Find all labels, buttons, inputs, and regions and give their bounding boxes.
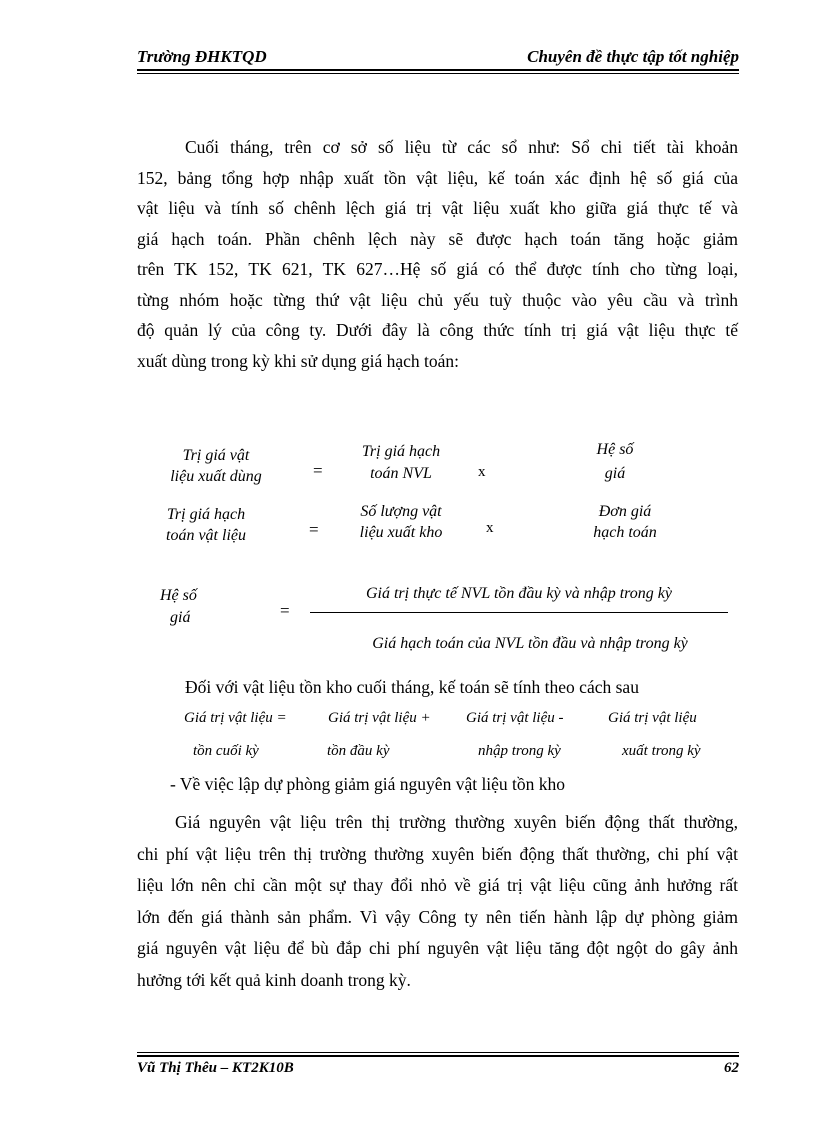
formula-row2-term: xuất trong kỳ (622, 743, 701, 759)
formula-term-line: hạch toán (593, 524, 657, 541)
footer-rule-thin (137, 1052, 739, 1053)
paragraph-line: xuất dùng trong kỳ khi sử dụng giá hạch toán: (137, 350, 460, 371)
formula-term-line: Số lượng vật (360, 503, 442, 520)
equals-sign: = (313, 461, 323, 480)
formula-term-line: Hệ số (596, 441, 634, 458)
formula-lhs-line: toán vật liệu (166, 527, 246, 544)
paragraph-line: lớn đến giá thành sản phẩm. Vì vậy Công ty nên tiến hành lập dự phòng giảm (137, 906, 738, 927)
paragraph-line: hưởng tới kết quả kinh doanh trong kỳ. (137, 969, 411, 990)
paragraph-line: 152, bảng tổng hợp nhập xuất tồn vật liệu, kế toán xác định hệ số giá của (137, 167, 738, 188)
header-title: Chuyên đề thực tập tốt nghiệp (527, 47, 739, 66)
fraction-numerator: Giá trị thực tế NVL tồn đầu kỳ và nhập trong kỳ (365, 585, 673, 602)
formula-term-line: giá (604, 465, 626, 482)
formula-lhs-line: Trị giá vật (182, 447, 250, 464)
formula-term-line: Đơn giá (598, 503, 652, 520)
paragraph-line: giá hạch toán. Phần chênh lệch này sẽ được hạch toán tăng hoặc giảm (137, 228, 738, 249)
formula-lhs-line: Hệ số (160, 587, 197, 604)
paragraph-line: Giá nguyên vật liệu trên thị trường thường xuyên biến động thất thường, (175, 812, 738, 832)
footer-author: Vũ Thị Thêu – KT2K10B (137, 1060, 294, 1076)
paragraph-line: độ quản lý của công ty. Dưới đây là công thức tính trị giá vật liệu thực tế (137, 320, 738, 340)
section-bullet: - Về việc lập dự phòng giảm giá nguyên vật liệu tồn kho (170, 774, 566, 794)
equals-sign: = (309, 520, 319, 539)
fraction-bar (310, 612, 728, 613)
paragraph-line: trên TK 152, TK 621, TK 627…Hệ số giá có thể được tính cho từng loại, (137, 259, 738, 279)
header-school: Trường ĐHKTQD (137, 47, 267, 66)
formula-term-line: toán NVL (370, 465, 432, 482)
paragraph-line: từng nhóm hoặc từng thứ vật liệu chủ yếu tuỳ thuộc vào yêu cầu và trình (137, 289, 738, 310)
multiply-sign: x (486, 520, 494, 536)
formula-row1-term: Giá trị vật liệu (608, 710, 697, 726)
formula-row1-term: Giá trị vật liệu + (328, 710, 431, 726)
header-rule (137, 69, 739, 71)
header-rule-thin (137, 73, 739, 74)
formula-row2-term: tồn đầu kỳ (327, 743, 390, 759)
formula-term-line: Trị giá hạch (361, 443, 441, 460)
formula-row2-term: nhập trong kỳ (478, 743, 561, 759)
formula-lhs-line: Trị giá hạch (166, 506, 246, 523)
paragraph-line: liệu lớn nên chỉ cần một sự thay đổi nhỏ về giá trị vật liệu cũng ảnh hưởng rất (137, 875, 738, 895)
formula-lhs-line: liệu xuất dùng (170, 468, 262, 485)
formula-lhs-line: giá (170, 609, 191, 626)
equals-sign: = (280, 601, 290, 620)
formula-row1-term: Giá trị vật liệu = (184, 710, 287, 726)
multiply-sign: x (478, 464, 486, 480)
formula-row1-term: Giá trị vật liệu - (466, 710, 564, 726)
fraction-denominator: Giá hạch toán của NVL tồn đầu và nhập trong kỳ (372, 635, 688, 652)
footer-rule (137, 1055, 739, 1057)
paragraph-provision (137, 807, 738, 996)
paragraph-intro (137, 132, 738, 376)
paragraph-line: chi phí vật liệu trên thị trường thường xuyên biến động thất thường, chi phí vật (137, 843, 738, 864)
formula-row2-term: tồn cuối kỳ (193, 743, 259, 759)
paragraph-line: Cuối tháng, trên cơ sở số liệu từ các sổ như: Sổ chi tiết tài khoản (185, 137, 738, 157)
paragraph-line: giá nguyên vật liệu để bù đắp chi phí nguyên vật liệu tăng đột ngột do gây ảnh (137, 938, 738, 958)
inventory-intro: Đối với vật liệu tồn kho cuối tháng, kế toán sẽ tính theo cách sau (185, 677, 639, 697)
paragraph-line: vật liệu và tính số chênh lệch giá trị vật liệu xuất kho giữa giá thực tế và (137, 198, 738, 218)
page-number: 62 (724, 1060, 739, 1076)
formula-term-line: liệu xuất kho (359, 524, 443, 541)
